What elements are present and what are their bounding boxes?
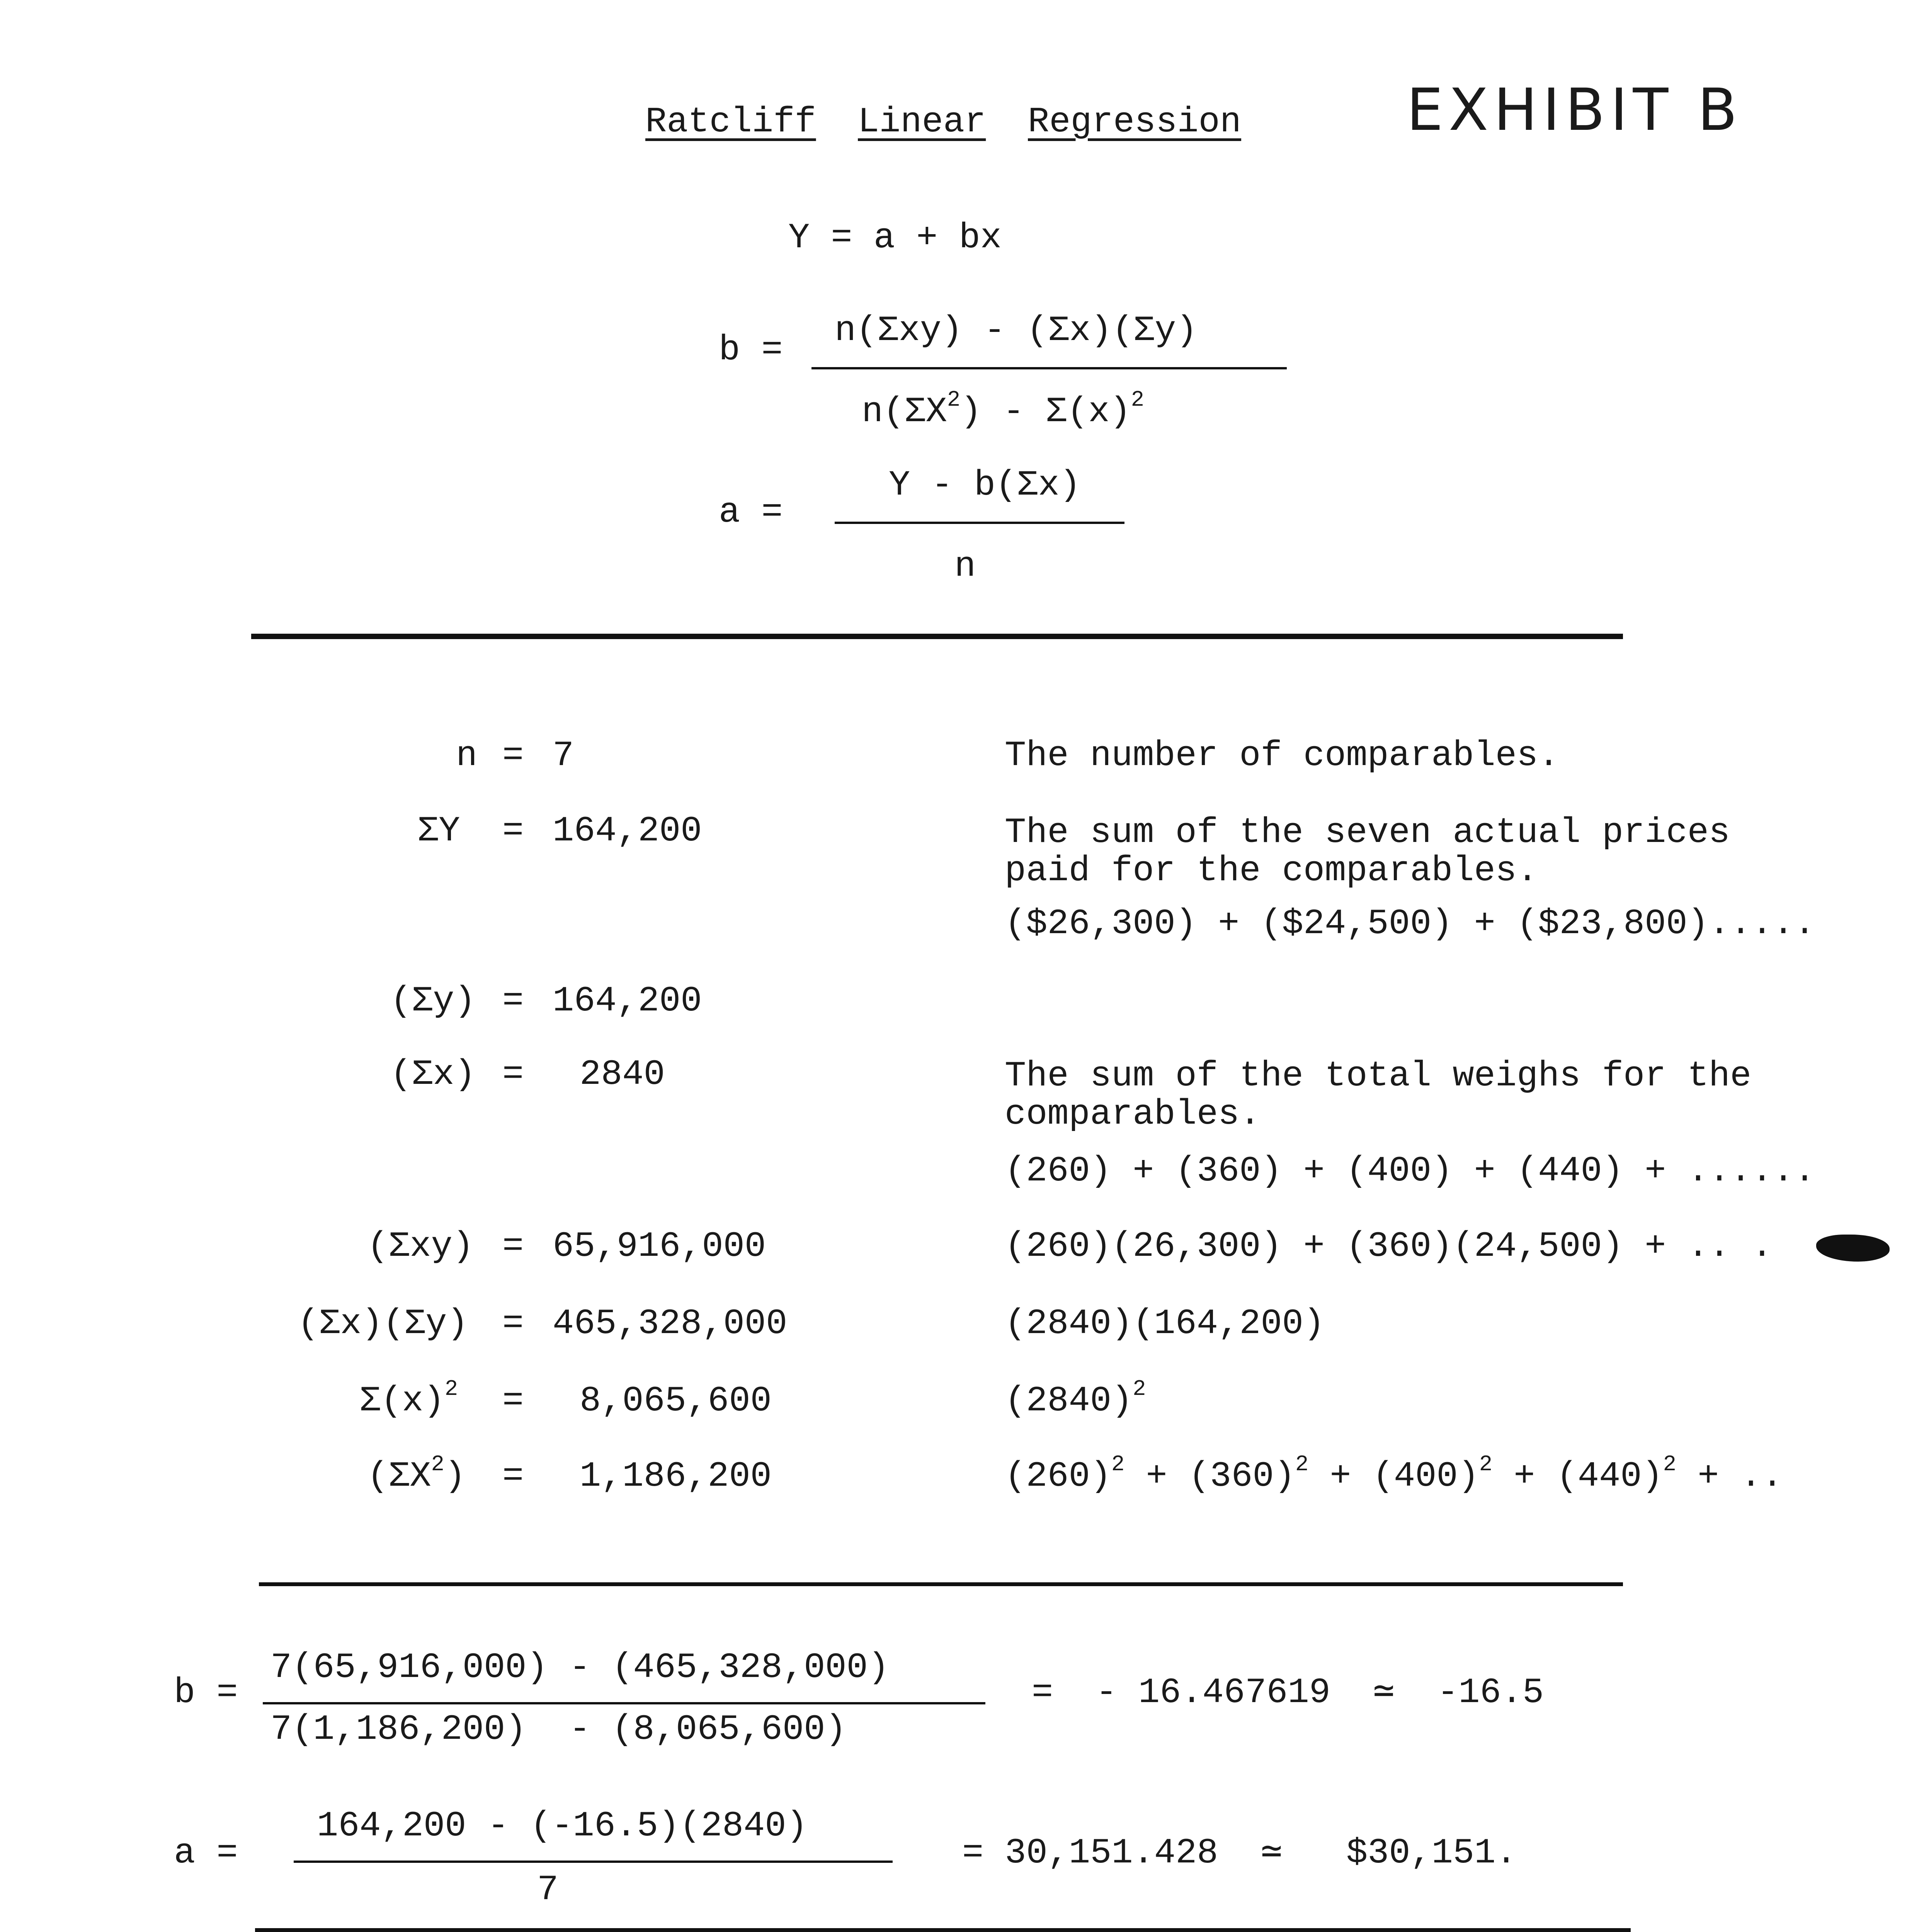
ink-blot <box>1816 1235 1890 1262</box>
a-formula-label: a = <box>719 492 783 532</box>
section-divider-1 <box>251 634 1623 639</box>
row-sum-y-desc: The sum of the seven actual prices paid for the comparables. <box>1005 812 1730 891</box>
row-sum-x-squared-eq: = <box>502 1381 524 1421</box>
row-sum-y-eq: = <box>502 811 524 851</box>
row-sum-xy-calc: (260)(26,300) + (360)(24,500) + .. . <box>1005 1226 1773 1267</box>
calc-b-fraction-bar <box>263 1702 985 1704</box>
row-sum-x-eq: = <box>502 1054 524 1095</box>
row-product-value: 465,328,000 <box>553 1303 788 1344</box>
row-n-desc: The number of comparables. <box>1005 735 1560 776</box>
title-word-3: Regression <box>1028 102 1242 142</box>
calc-a-fraction-bar <box>294 1861 893 1863</box>
model-formula: Y = a + bx <box>788 218 1002 258</box>
title-word-2: Linear <box>858 102 986 142</box>
row-product-eq: = <box>502 1303 524 1344</box>
row-n-value: 7 <box>553 735 574 776</box>
row-sum-of-squares-value: 1,186,200 <box>580 1456 772 1497</box>
row-sum-of-squares-calc: $(260)^2 + (360)^2 + (400)^2 + (440)^2$ + .. <box>1005 1452 1783 1497</box>
title-word-1: Ratcliff <box>645 102 816 142</box>
row-product-calc: (2840)(164,200) <box>1005 1303 1325 1344</box>
calc-b-result: = - 16.467619 ≃ -16.5 <box>1032 1672 1544 1713</box>
row-sum-x-value: 2840 <box>580 1054 665 1095</box>
row-sum-x-squared-value: 8,065,600 <box>580 1381 772 1421</box>
row-sum-y-value: 164,200 <box>553 811 702 851</box>
row-sum-x-label: (Σx) <box>390 1054 476 1095</box>
row-sum-xy-eq: = <box>502 1226 524 1267</box>
a-formula-numerator: Y - b(Σx) <box>889 465 1081 505</box>
a-formula-denominator: n <box>954 546 976 587</box>
row-n-eq: = <box>502 735 524 776</box>
calc-a-result: = 30,151.428 ≃ $30,151. <box>962 1833 1517 1873</box>
row-sum-of-squares-label: $(\Sigma X^2)$ <box>367 1452 466 1497</box>
row-sum-xy-value: 65,916,000 <box>553 1226 766 1267</box>
row-paren-sum-y-value: 164,200 <box>553 981 702 1021</box>
calc-b-label: b = <box>174 1672 238 1713</box>
calc-b-numerator: 7(65,916,000) - (465,328,000) <box>270 1647 890 1688</box>
row-product-label: (Σx)(Σy) <box>298 1303 468 1344</box>
exhibit-label: EXHIBIT B <box>1407 77 1743 144</box>
row-sum-x-desc: The sum of the total weighs for the comparables. <box>1005 1056 1752 1135</box>
a-formula-fraction-bar <box>835 522 1124 524</box>
row-sum-x-squared-label: $\Sigma(x)^2$ <box>359 1377 458 1421</box>
calc-b-denominator: 7(1,186,200) - (8,065,600) <box>270 1709 847 1750</box>
calc-a-denominator: 7 <box>537 1869 559 1910</box>
row-paren-sum-y-eq: = <box>502 981 524 1021</box>
calc-a-label: a = <box>174 1833 238 1873</box>
b-formula-numerator: n(Σxy) - (Σx)(Σy) <box>835 310 1198 351</box>
row-sum-y-label: ΣY <box>417 811 460 851</box>
b-formula-label: b = <box>719 330 783 370</box>
b-formula-fraction-bar <box>811 367 1287 369</box>
row-sum-y-calc: ($26,300) + ($24,500) + ($23,800)..... <box>1005 903 1815 944</box>
row-n-label: n <box>456 735 478 776</box>
calc-a-numerator: 164,200 - (-16.5)(2840) <box>317 1806 808 1846</box>
row-sum-x-calc: (260) + (360) + (400) + (440) + ...... <box>1005 1151 1815 1191</box>
b-formula-denominator: $n(\Sigma X^2) - \Sigma(x)^2$ <box>862 388 1144 432</box>
row-paren-sum-y-label: (Σy) <box>390 981 476 1021</box>
section-divider-2 <box>259 1582 1623 1586</box>
row-sum-xy-label: (Σxy) <box>367 1226 474 1267</box>
row-sum-x-squared-calc: $(2840)^2$ <box>1005 1377 1146 1421</box>
row-sum-of-squares-eq: = <box>502 1456 524 1497</box>
section-divider-3 <box>255 1928 1631 1932</box>
